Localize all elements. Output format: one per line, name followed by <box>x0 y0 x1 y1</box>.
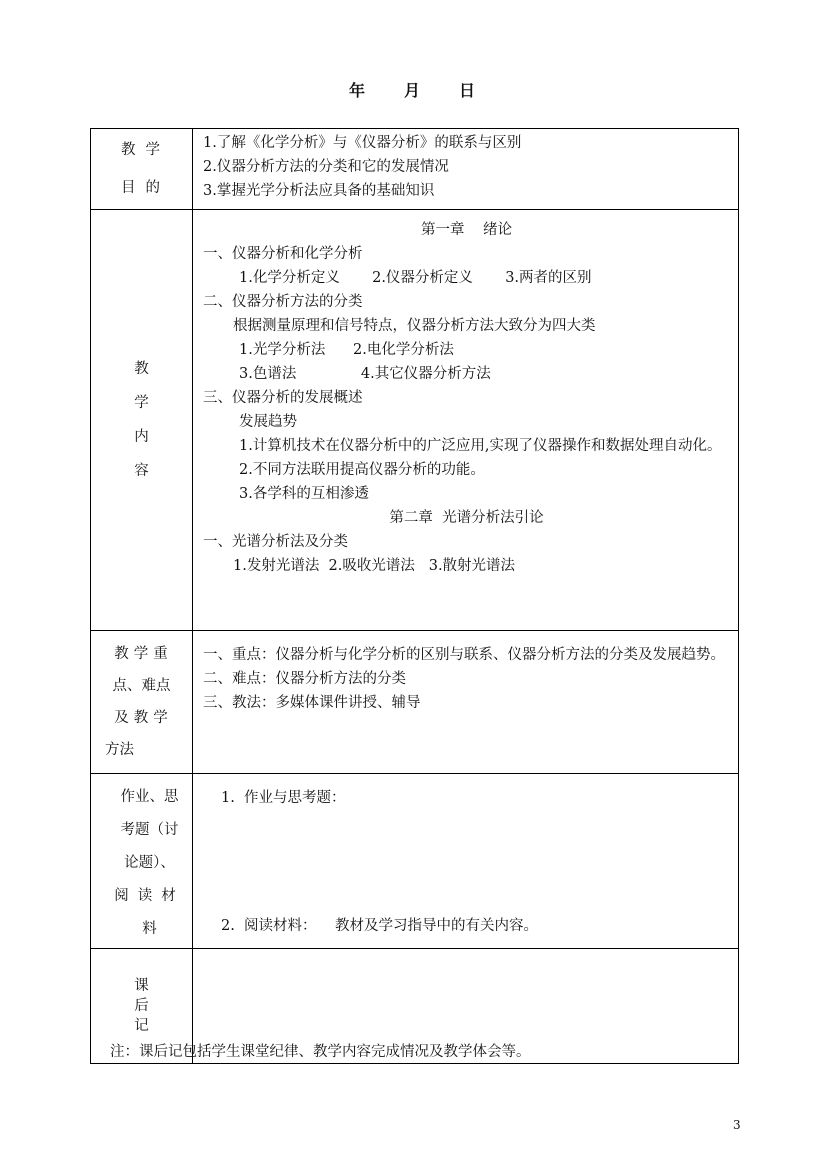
notes-label-char: 课 <box>134 978 149 994</box>
section3-heading: 三、仪器分析的发展概述 <box>203 390 363 406</box>
content-label-char: 内 <box>134 429 149 445</box>
keys-row <box>91 631 739 774</box>
keys-content-cell <box>193 631 739 774</box>
homework-label-line: 论题）、 <box>124 854 175 871</box>
notes-label-char: 后 <box>134 998 149 1014</box>
content-label-char: 学 <box>134 395 149 411</box>
content-row <box>91 210 739 631</box>
homework-label-cell <box>91 774 193 949</box>
content-body-cell <box>193 210 739 631</box>
key-point-item: 一、重点：仪器分析与化学分析的区别与联系、仪器分析方法的分类及发展趋势。 <box>203 647 725 663</box>
page-number: 3 <box>733 1118 741 1132</box>
homework-label-line: 阅读材 <box>114 887 185 904</box>
notes-label-char: 记 <box>134 1018 149 1034</box>
section3-subheading: 发展趋势 <box>239 414 297 430</box>
goals-label-line1: 教学 <box>121 142 170 158</box>
goal-item: 1.了解《化学分析》与《仪器分析》的联系与区别 <box>203 135 522 151</box>
keys-label-line: 及教学 <box>114 710 173 726</box>
homework-row <box>91 774 739 949</box>
homework-label-line: 料 <box>142 920 157 937</box>
section1-heading: 一、仪器分析和化学分析 <box>203 246 363 262</box>
reading-item-2: 2. 阅读材料： 教材及学习指导中的有关内容。 <box>221 918 538 934</box>
goals-label-line2: 目的 <box>121 180 170 196</box>
section2-heading: 二、仪器分析方法的分类 <box>203 294 363 310</box>
method-item: 三、教法：多媒体课件讲授、辅导 <box>203 695 421 711</box>
keys-label-line: 教学重 <box>114 646 173 662</box>
trend-item-2: 2.不同方法联用提高仪器分析的功能。 <box>239 462 485 478</box>
difficulty-item: 二、难点：仪器分析方法的分类 <box>203 671 406 687</box>
ch2-section1-heading: 一、光谱分析法及分类 <box>203 534 348 550</box>
content-label-char: 容 <box>134 463 149 479</box>
section1-items: 1.化学分析定义 2.仪器分析定义 3.两者的区别 <box>239 270 592 286</box>
month-label: 月 <box>403 81 421 100</box>
homework-label-line: 作业、思 <box>120 788 179 805</box>
goal-item: 3.掌握光学分析法应具备的基础知识 <box>203 183 435 199</box>
goals-content-cell <box>193 129 739 210</box>
date-header <box>0 78 825 101</box>
chapter2-title: 第二章 光谱分析法引论 <box>389 510 544 526</box>
content-label-cell <box>91 210 193 631</box>
keys-label-line: 点、难点 <box>112 678 171 694</box>
goals-label-cell <box>91 129 193 210</box>
ch2-section1-items: 1.发射光谱法 2.吸收光谱法 3.散射光谱法 <box>233 558 516 574</box>
trend-item-3: 3.各学科的互相渗透 <box>239 486 369 502</box>
homework-item-1: 1. 作业与思考题： <box>221 790 346 806</box>
year-label: 年 <box>348 81 366 100</box>
homework-content-cell <box>193 774 739 949</box>
content-label-char: 教 <box>134 361 149 377</box>
footnote: 注：课后记包括学生课堂纪律、教学内容完成情况及教学体会等。 <box>110 1044 531 1060</box>
keys-label-line: 方法 <box>105 742 134 758</box>
goals-row <box>91 129 739 210</box>
chapter1-title: 第一章 绪论 <box>421 222 512 238</box>
section2-items-b: 3.色谱法 4.其它仪器分析方法 <box>239 366 491 382</box>
goal-item: 2.仪器分析方法的分类和它的发展情况 <box>203 159 449 175</box>
keys-label-cell <box>91 631 193 774</box>
day-label: 日 <box>459 81 477 100</box>
trend-item-1: 1.计算机技术在仪器分析中的广泛应用,实现了仪器操作和数据处理自动化。 <box>239 438 722 454</box>
lesson-plan-table <box>90 128 739 1064</box>
section2-intro: 根据测量原理和信号特点，仪器分析方法大致分为四大类 <box>233 318 596 334</box>
section2-items-a: 1.光学分析法 2.电化学分析法 <box>239 342 454 358</box>
homework-label-line: 考题（讨 <box>120 821 179 838</box>
